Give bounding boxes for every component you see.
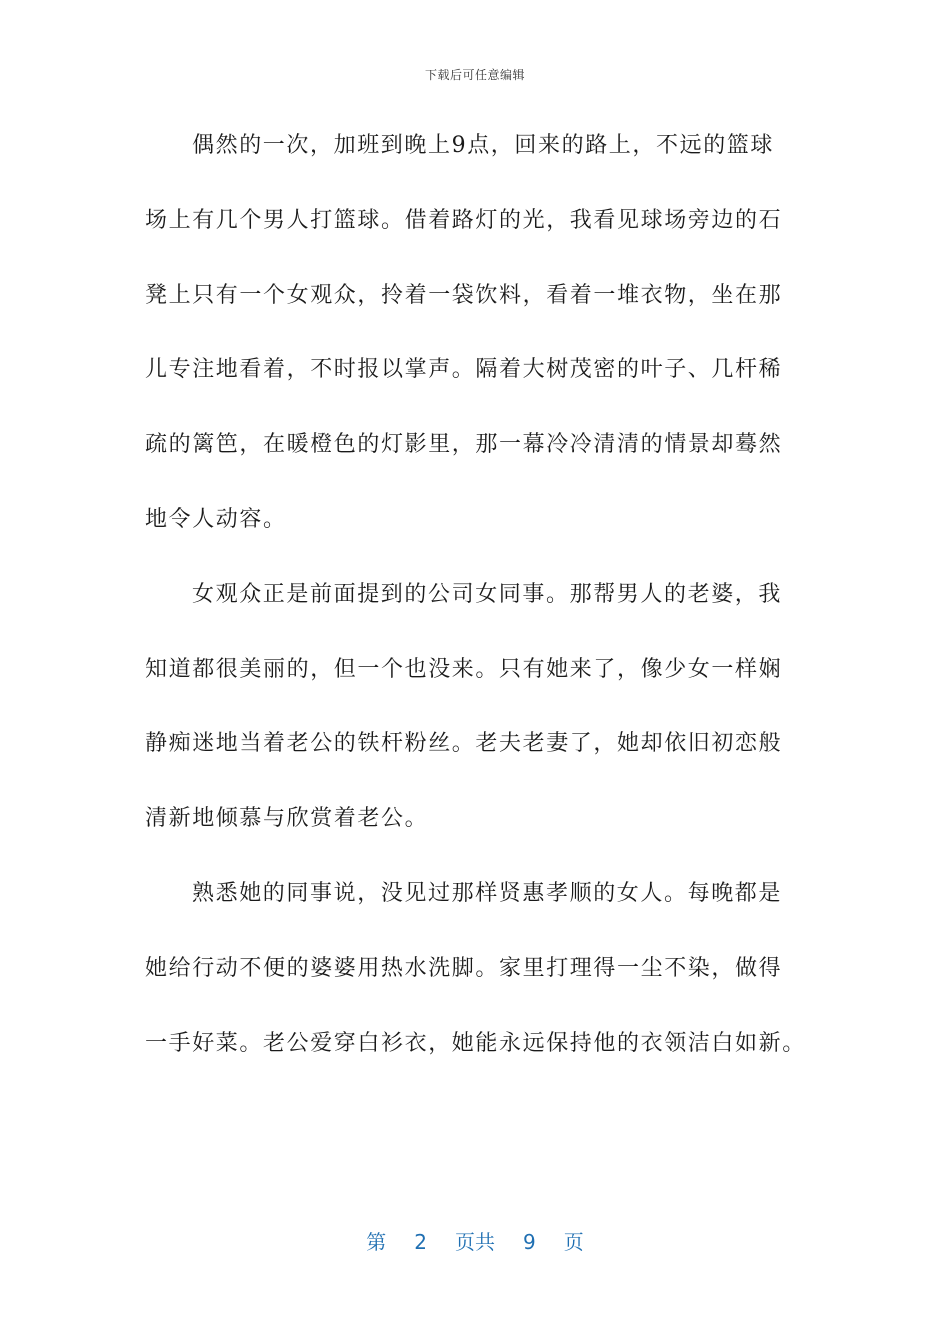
footer-current-page: 2 [414, 1230, 427, 1254]
paragraph-1-line-5: 疏的篱笆，在暖橙色的灯影里，那一幕冷冷清清的情景却蓦然 [145, 432, 783, 458]
header-note: 下载后可任意编辑 [424, 68, 525, 82]
paragraph-3-line-2: 她给行动不便的婆婆用热水洗脚。家里打理得一尘不染，做得 [145, 955, 783, 981]
footer-total-pages: 9 [523, 1230, 536, 1254]
document-body [145, 123, 805, 1095]
paragraph-1-line-6: 地令人动容。 [145, 506, 287, 532]
paragraph-3-line-1: 熟悉她的同事说，没见过那样贤惠孝顺的女人。每晚都是 [192, 880, 783, 906]
footer-page-prefix: 第 [366, 1230, 387, 1254]
paragraph-2-line-2: 知道都很美丽的，但一个也没来。只有她来了，像少女一样娴 [145, 656, 783, 682]
footer-page-mid: 页共 [455, 1230, 495, 1254]
paragraph-2-line-3: 静痴迷地当着老公的铁杆粉丝。老夫老妻了，她却依旧初恋般 [145, 731, 783, 757]
page-footer [0, 1226, 950, 1255]
paragraph-2-line-1: 女观众正是前面提到的公司女同事。那帮男人的老婆，我 [192, 581, 783, 607]
paragraph-1-line-4: 儿专注地看着，不时报以掌声。隔着大树茂密的叶子、几杆稀 [145, 357, 783, 383]
paragraph-2-line-4: 清新地倾慕与欣赏着老公。 [145, 806, 429, 832]
paragraph-3-line-3: 一手好菜。老公爱穿白衫衣，她能永远保持他的衣领洁白如新。 [145, 1030, 806, 1056]
paragraph-1-line-3: 凳上只有一个女观众，拎着一袋饮料，看着一堆衣物，坐在那 [145, 282, 783, 308]
paragraph-1-line-1: 偶然的一次，加班到晚上9点，回来的路上，不远的篮球 [192, 133, 774, 158]
paragraph-1-line-2: 场上有几个男人打篮球。借着路灯的光，我看见球场旁边的石 [145, 207, 783, 233]
footer-page-suffix: 页 [563, 1230, 584, 1254]
